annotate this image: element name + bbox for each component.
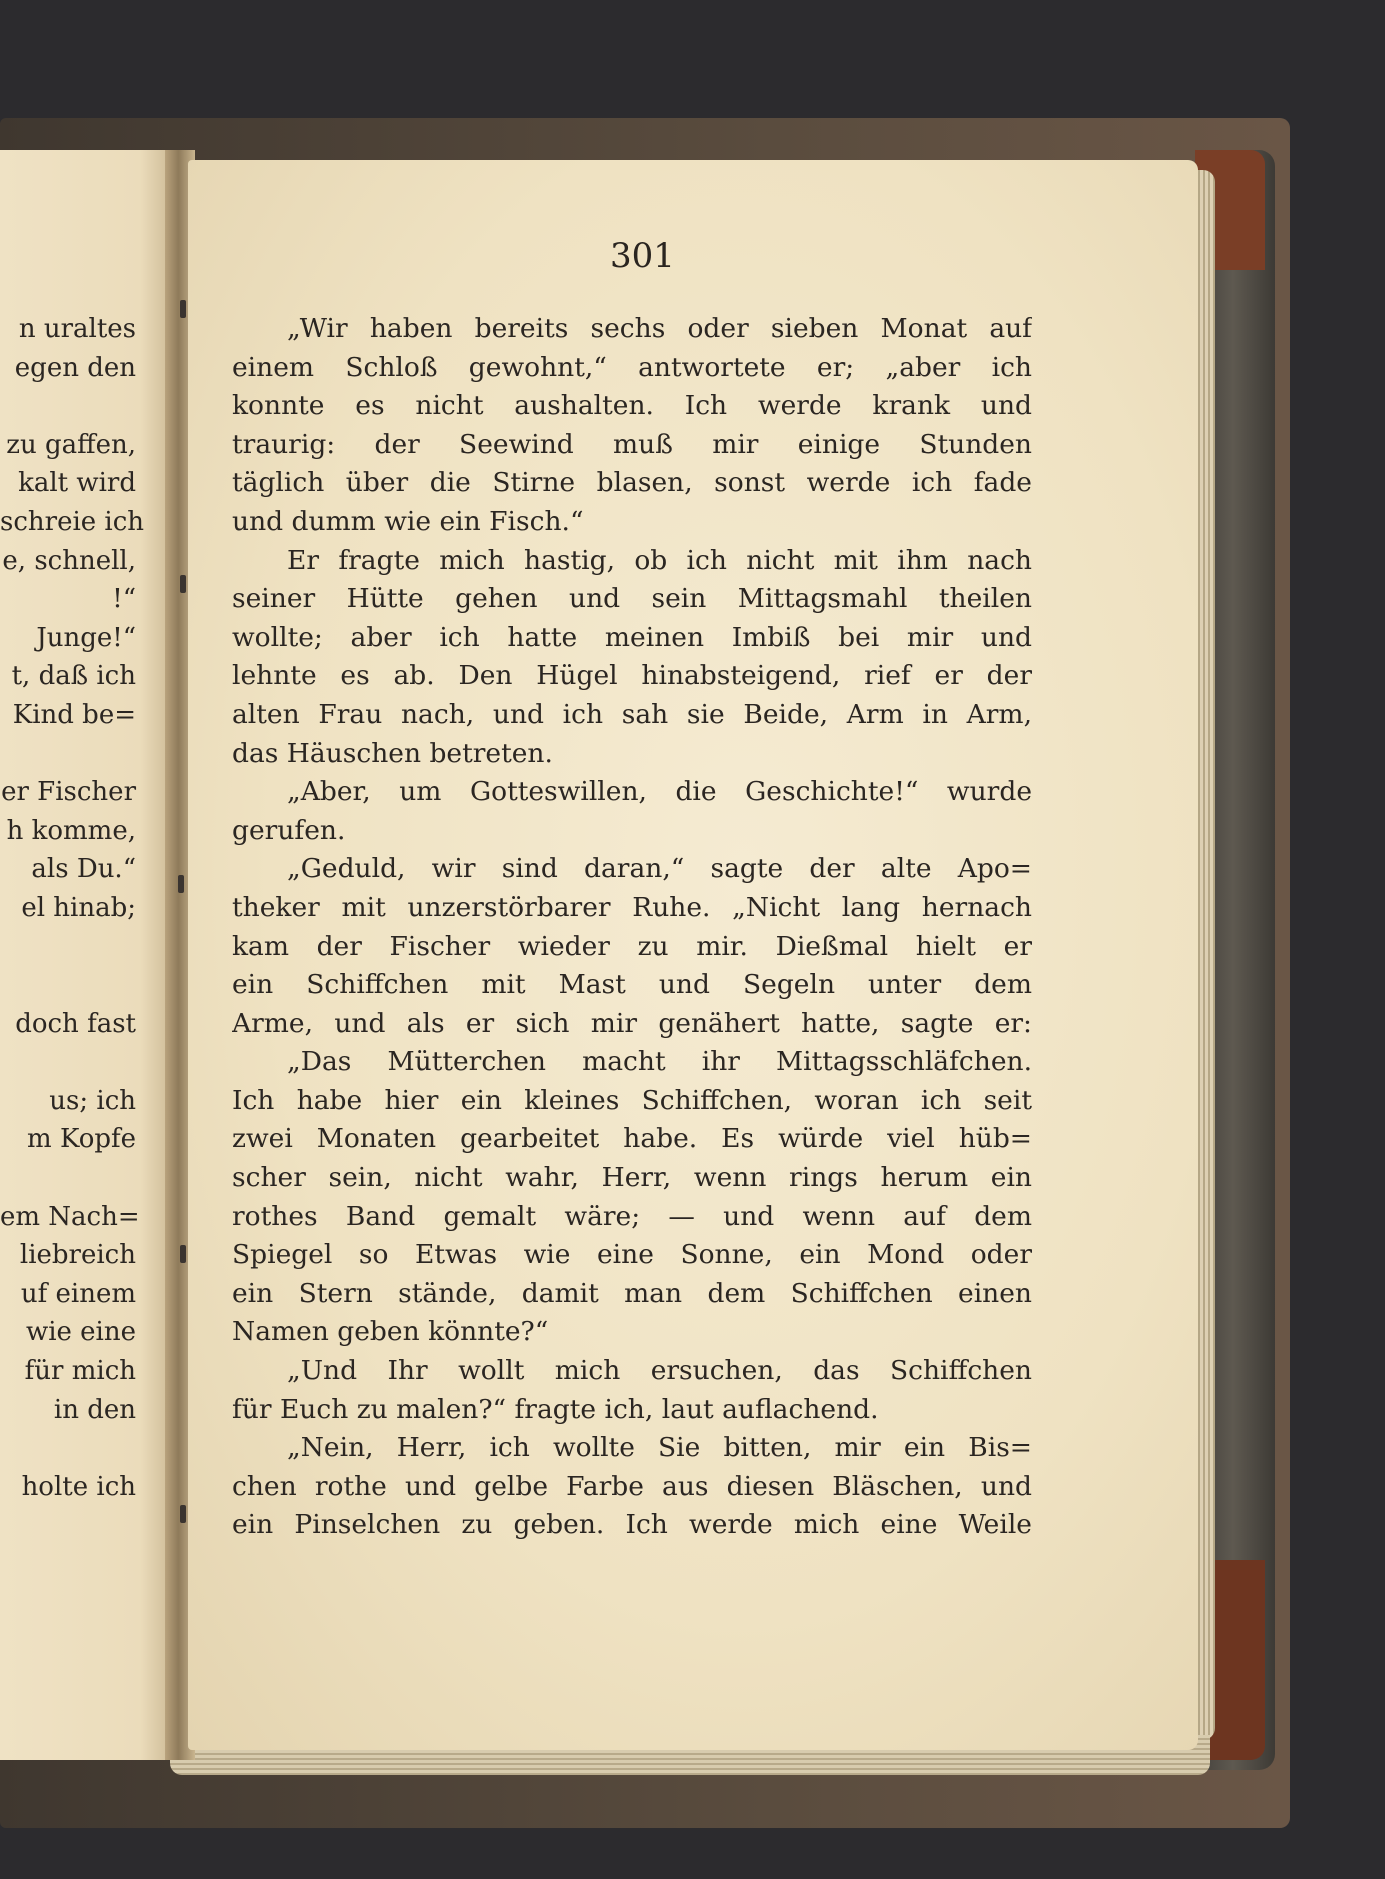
text-line: traurig: der Seewind muß mir einige Stunden (232, 428, 1032, 460)
text-line: „Das Mütterchen macht ihr Mittagsschläfchen. (287, 1046, 1032, 1078)
left-text-line (0, 1429, 140, 1468)
left-text-line: uf einem (20, 1278, 136, 1309)
text-line: rothes Band gemalt wäre; — und wenn auf dem (232, 1200, 1032, 1232)
text-line: chen rothe und gelbe Farbe aus diesen Bläschen, und (232, 1470, 1032, 1502)
left-text-line: em Nach= (0, 1201, 140, 1232)
text-line: und dumm wie ein Fisch.“ (232, 505, 584, 537)
left-text-line: Kind be= (12, 699, 136, 730)
text-line: zwei Monaten gearbeitet habe. Es würde viel hüb= (232, 1123, 1032, 1155)
text-line: Spiegel so Etwas wie eine Sonne, ein Mond oder (232, 1239, 1032, 1271)
right-page-text (232, 310, 1032, 1545)
text-line: scher sein, nicht wahr, Herr, wenn rings herum ein (232, 1162, 1032, 1194)
text-line: Er fragte mich hastig, ob ich nicht mit ihm nach (287, 544, 1032, 576)
left-text-line (0, 928, 140, 967)
text-line: das Häuschen betreten. (232, 737, 553, 769)
text-line: Namen geben könnte?“ (232, 1316, 549, 1348)
text-line: „Aber, um Gotteswillen, die Geschichte!“ wurde (287, 776, 1032, 808)
thread-mark (180, 1245, 186, 1263)
text-line: „Und Ihr wollt mich ersuchen, das Schiffchen (287, 1355, 1032, 1387)
thread-mark (180, 575, 186, 593)
text-line: Ich habe hier ein kleines Schiffchen, woran ich seit (232, 1084, 1032, 1116)
left-text-line: in den (53, 1394, 136, 1425)
text-line: „Nein, Herr, ich wollte Sie bitten, mir ein Bis= (287, 1432, 1032, 1464)
left-text-line: als Du.“ (31, 854, 136, 885)
left-text-line (0, 735, 140, 774)
left-text-line: h komme, (6, 815, 136, 846)
left-text-line: kalt wird (18, 468, 136, 499)
text-line: kam der Fischer wieder zu mir. Dießmal hielt er (232, 930, 1032, 962)
left-page-text (0, 310, 145, 1506)
left-text-line: doch fast (15, 1008, 136, 1039)
left-text-line: wie eine (25, 1317, 136, 1348)
text-line: ein Pinselchen zu geben. Ich werde mich eine Weile (232, 1509, 1032, 1541)
left-text-line: !“ (112, 584, 136, 615)
left-text-line: schreie ich (0, 506, 145, 537)
thread-mark (180, 1505, 186, 1523)
text-line: wollte; aber ich hatte meinen Imbiß bei mir und (232, 621, 1032, 653)
left-text-line: n uraltes (18, 314, 136, 344)
left-text-line: egen den (14, 352, 136, 383)
left-text-line: für mich (24, 1356, 136, 1387)
page-number: 301 (610, 236, 675, 276)
left-text-line (0, 1159, 140, 1198)
text-line: gerufen. (232, 814, 346, 846)
thread-mark (178, 875, 184, 893)
left-text-line: us; ich (49, 1085, 136, 1116)
text-line: für Euch zu malen?“ fragte ich, laut auflachend. (232, 1393, 879, 1425)
text-line: konnte es nicht aushalten. Ich werde krank und (232, 390, 1032, 422)
text-line: ein Stern stände, damit man dem Schiffchen einen (232, 1277, 1032, 1309)
left-text-line: el hinab; (21, 892, 136, 923)
left-text-line: liebreich (19, 1240, 136, 1271)
thread-mark (180, 300, 186, 318)
cover-edge (1205, 150, 1275, 1770)
left-text-line: m Kopfe (27, 1124, 136, 1155)
left-text-line (0, 387, 140, 426)
left-text-line (0, 966, 140, 1005)
left-text-line: er Fischer (1, 777, 136, 808)
text-line: Arme, und als er sich mir genähert hatte, sagte er: (232, 1007, 1032, 1039)
left-text-line: holte ich (21, 1471, 136, 1502)
left-text-line (0, 1043, 140, 1082)
left-text-line: zu gaffen, (6, 429, 136, 460)
left-text-line: e, schnell, (2, 545, 136, 576)
left-text-line: Junge!“ (36, 622, 136, 653)
text-line: alten Frau nach, und ich sah sie Beide, Arm in Arm, (232, 698, 1032, 730)
text-line: ein Schiffchen mit Mast und Segeln unter dem (232, 969, 1032, 1001)
text-line: einem Schloß gewohnt,“ antwortete er; „aber ich (232, 351, 1032, 383)
text-line: theker mit unzerstörbarer Ruhe. „Nicht lang hernach (232, 891, 1032, 923)
text-line: täglich über die Stirne blasen, sonst werde ich fade (232, 467, 1032, 499)
text-line: lehnte es ab. Den Hügel hinabsteigend, rief er der (232, 660, 1032, 692)
text-line: seiner Hütte gehen und sein Mittagsmahl theilen (232, 583, 1032, 615)
left-text-line: t, daß ich (11, 661, 136, 692)
text-line: „Wir haben bereits sechs oder sieben Monat auf (287, 313, 1032, 344)
text-line: „Geduld, wir sind daran,“ sagte der alte Apo= (287, 853, 1032, 885)
